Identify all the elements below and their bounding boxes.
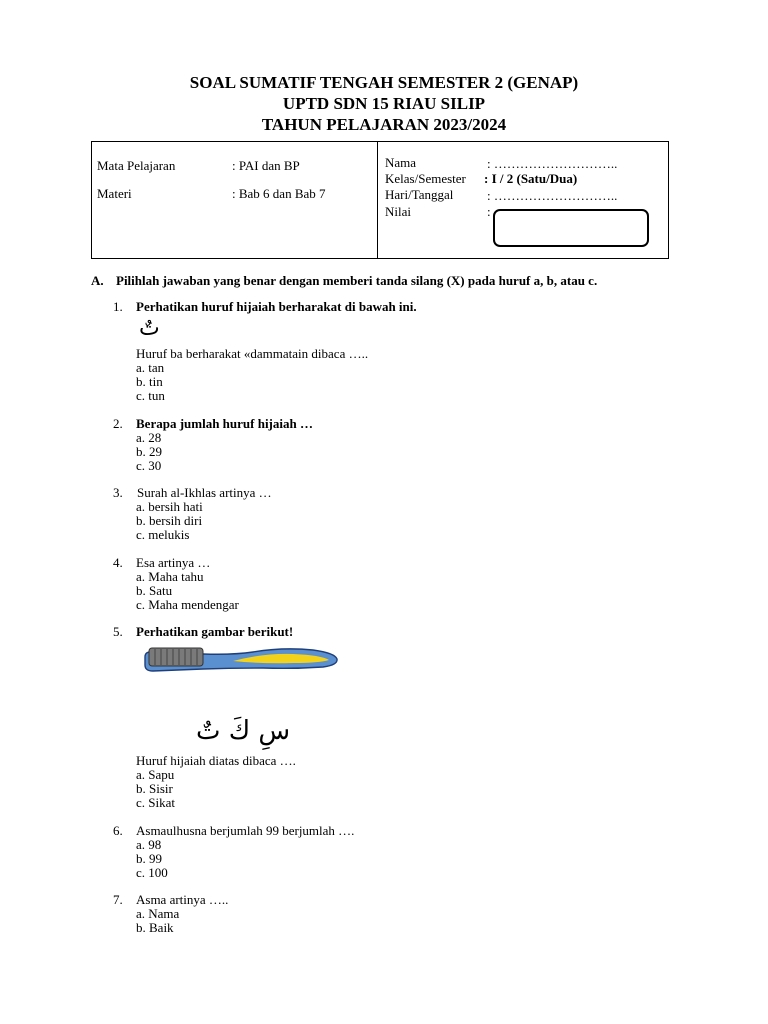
question-6-number: 6. [113,823,123,838]
question-3-option-c[interactable]: c. melukis [136,527,190,542]
class-semester-value: : I / 2 (Satu/Dua) [484,171,578,186]
question-7-option-a[interactable]: a. Nama [136,906,180,921]
title-line-1: SOAL SUMATIF TENGAH SEMESTER 2 (GENAP) [189,73,579,92]
question-6-option-b[interactable]: b. 99 [136,851,162,866]
instruction-text: Pilihlah jawaban yang benar dengan memberi tanda silang (X) pada huruf a, b, atau c. [116,273,598,288]
question-4-number: 4. [113,555,123,570]
question-5-option-b[interactable]: b. Sisir [136,781,173,796]
question-1-arabic: تٌ [139,316,160,341]
question-2-option-a[interactable]: a. 28 [136,430,162,445]
question-3-option-a[interactable]: a. bersih hati [136,499,203,514]
question-3-number: 3. [113,485,123,500]
question-5-number: 5. [113,624,123,639]
date-field[interactable]: : ……………………….. [487,188,618,203]
question-1-option-a[interactable]: a. tan [136,360,165,375]
question-3-text: Surah al-Ikhlas artinya … [137,485,272,500]
question-2-text: Berapa jumlah huruf hijaiah … [136,416,313,431]
score-label: Nilai [385,204,411,219]
class-semester-label: Kelas/Semester [385,171,466,186]
title-line-2: UPTD SDN 15 RIAU SILIP [282,94,486,113]
section-a-instruction [91,273,597,289]
question-1-option-c[interactable]: c. tun [136,388,165,403]
name-field[interactable]: : ……………………….. [487,156,618,171]
question-1-subtext: Huruf ba berharakat «dammatain dibaca ….. [136,346,369,361]
question-4-option-a[interactable]: a. Maha tahu [136,569,204,584]
section-letter: A. [91,273,104,288]
toothbrush-bristles [149,648,203,666]
question-3-option-b[interactable]: b. bersih diri [136,513,203,528]
material-label: Materi [97,186,132,201]
question-6-text: Asmaulhusna berjumlah 99 berjumlah …. [136,823,355,838]
title-line-3: TAHUN PELAJARAN 2023/2024 [261,115,507,134]
question-4-option-c[interactable]: c. Maha mendengar [136,597,239,612]
score-colon: : [487,204,491,219]
question-1-option-b[interactable]: b. tin [136,374,163,389]
question-7-number: 7. [113,892,123,907]
question-5-text: Perhatikan gambar berikut! [136,624,294,639]
subject-label: Mata Pelajaran [97,158,176,173]
identity-box-divider [377,142,378,258]
material-value: : Bab 6 dan Bab 7 [232,186,326,201]
question-6-option-a[interactable]: a. 98 [136,837,162,852]
question-5-arabic: سِ كَ تٌ [196,716,291,746]
question-2-option-c[interactable]: c. 30 [136,458,162,473]
subject-value: : PAI dan BP [232,158,300,173]
question-5-option-a[interactable]: a. Sapu [136,767,175,782]
question-7-option-b[interactable]: b. Baik [136,920,174,935]
name-label: Nama [385,155,417,170]
date-label: Hari/Tanggal [385,187,454,202]
toothbrush-image [143,645,339,677]
question-2-option-b[interactable]: b. 29 [136,444,162,459]
question-4-text: Esa artinya … [136,555,211,570]
question-1-number: 1. [113,299,123,314]
question-4-option-b[interactable]: b. Satu [136,583,173,598]
score-box[interactable] [493,209,649,247]
question-7-text: Asma artinya ….. [136,892,229,907]
identity-box [91,141,669,259]
question-1-text: Perhatikan huruf hijaiah berharakat di bawah ini. [136,299,417,314]
question-5-subtext: Huruf hijaiah diatas dibaca …. [136,753,296,768]
question-5-option-c[interactable]: c. Sikat [136,795,175,810]
question-6-option-c[interactable]: c. 100 [136,865,168,880]
question-2-number: 2. [113,416,123,431]
